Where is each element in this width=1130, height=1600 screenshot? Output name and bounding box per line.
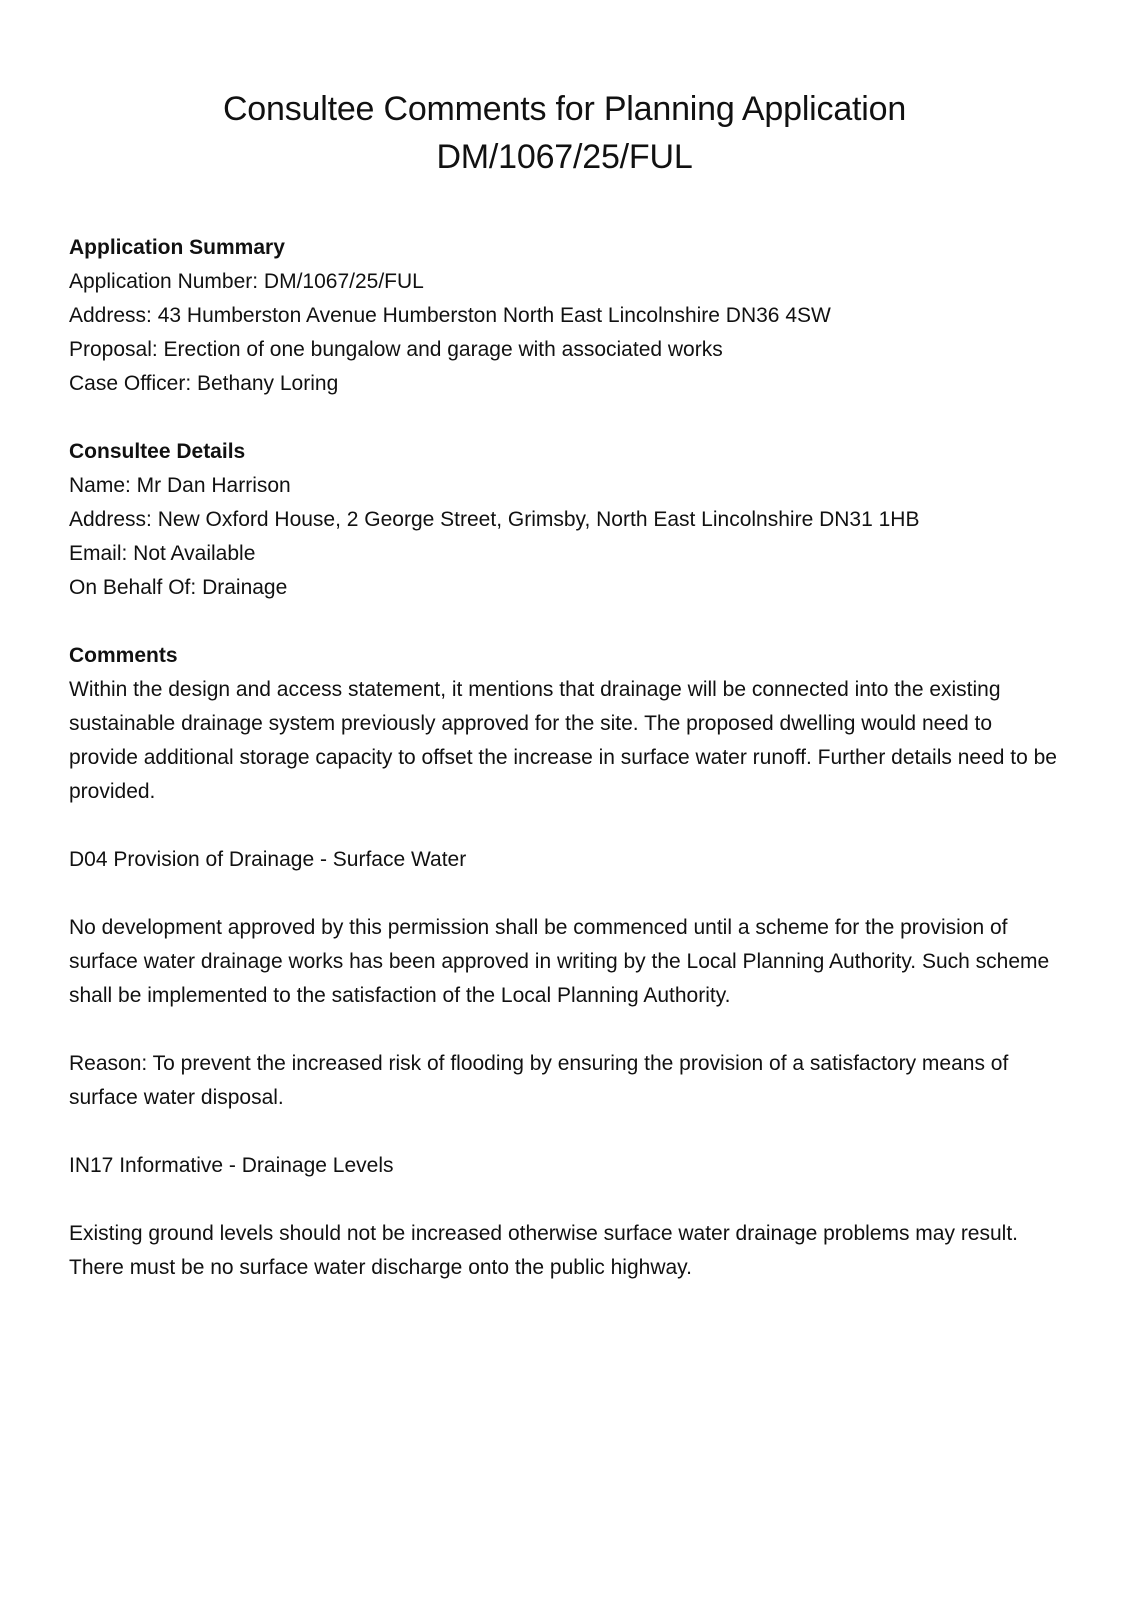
application-proposal: Proposal: Erection of one bungalow and garage with associated works (69, 338, 723, 361)
comment-informative-text: Existing ground levels should not be increased otherwise surface water drainage problems may result. There must be no surface water discharge onto the public highway. (69, 1222, 1018, 1279)
consultee-details-heading: Consultee Details (69, 440, 246, 463)
consultee-on-behalf-of: On Behalf Of: Drainage (69, 576, 288, 599)
consultee-details-section (69, 435, 1060, 605)
consultee-name: Name: Mr Dan Harrison (69, 474, 291, 497)
application-summary-heading: Application Summary (69, 236, 285, 259)
comment-reason: Reason: To prevent the increased risk of flooding by ensuring the provision of a satisfactory means of surface water disposal. (69, 1052, 1009, 1109)
consultee-email: Email: Not Available (69, 542, 256, 565)
comment-condition-title: D04 Provision of Drainage - Surface Water (69, 848, 467, 871)
application-summary-section (69, 231, 1060, 401)
page-title (69, 0, 1060, 181)
consultee-address: Address: New Oxford House, 2 George Street, Grimsby, North East Lincolnshire DN31 1HB (69, 508, 920, 531)
comment-informative-title: IN17 Informative - Drainage Levels (69, 1154, 394, 1177)
comments-heading: Comments (69, 644, 178, 667)
application-number: Application Number: DM/1067/25/FUL (69, 270, 424, 293)
case-officer: Case Officer: Bethany Loring (69, 372, 339, 395)
application-address: Address: 43 Humberston Avenue Humberston North East Lincolnshire DN36 4SW (69, 304, 831, 327)
comment-paragraph: Within the design and access statement, it mentions that drainage will be connected into the existing sustainable drainage system previously approved for the site. The proposed dwelling would need to provide additional storage capacity to offset the increase in surface water runoff. Further details need to be provided. (69, 678, 1057, 803)
comment-condition-text: No development approved by this permission shall be commenced until a scheme for the provision of surface water drainage works has been approved in writing by the Local Planning Authority. Such scheme shall be implemented to the satisfaction of the Local Planning Authority. (69, 916, 1050, 1007)
comments-section (69, 639, 1060, 1285)
page-title-line-1: Consultee Comments for Planning Application (222, 90, 907, 128)
page-title-line-2: DM/1067/25/FUL (436, 138, 693, 176)
